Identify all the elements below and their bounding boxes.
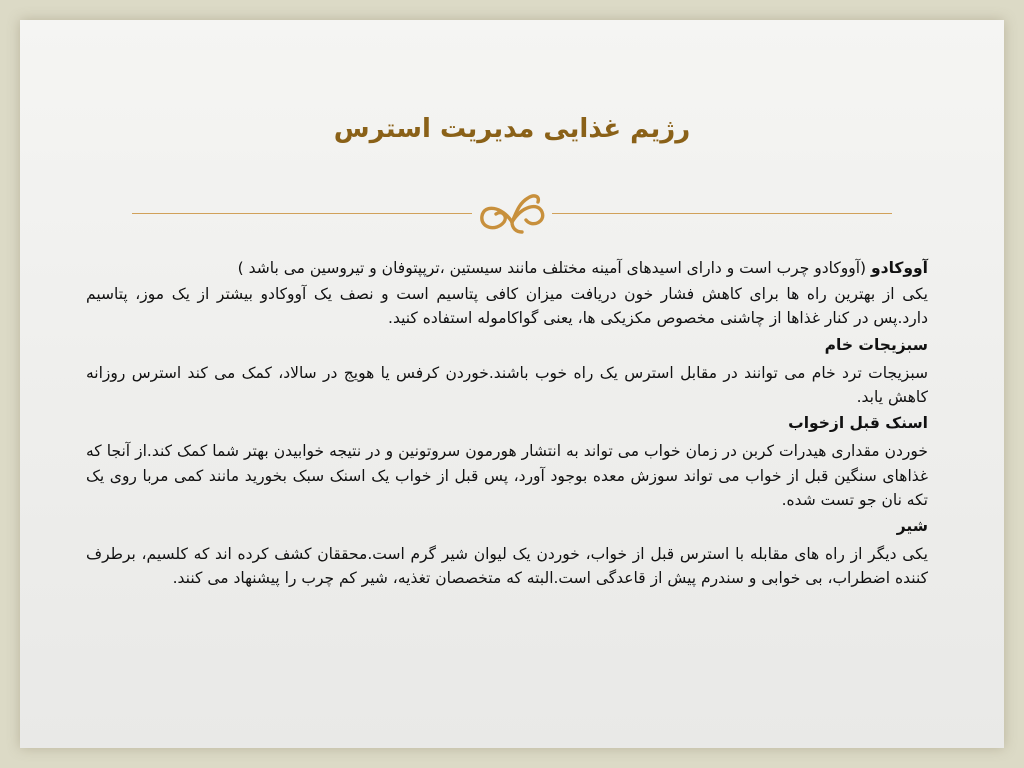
slide-body xyxy=(86,256,928,593)
avocado-paragraph: یکی از بهترین راه ها برای کاهش فشار خون دریافت میزان کافی پتاسیم است و نصف یک آووکادو بیشتر از یک موز، پتاسیم دارد.پس در کنار غذاها از چاشنی مخصوص مکزیکی ها، یعنی گواکاموله استفاده کنید. xyxy=(86,285,928,328)
avocado-description: (آووکادو چرب است و دارای اسیدهای آمینه مختلف مانند سیستین ،ترپپتوفان و تیروسین می باشد ) xyxy=(237,259,871,277)
slide-title: رژیم غذایی مدیریت استرس xyxy=(333,114,691,144)
bedtime-snack-paragraph: خوردن مقداری هیدرات کربن در زمان خواب می تواند به انتشار هورمون سروتونین و در نتیجه خوابیدن بهتر شما کمک کند.از آنجا که غذاهای سنگین قبل از خواب می تواند سوزش معده بوجود آورد، پس قبل از خواب یک اسنک سبک بخورید مانند کمی مربا روی یک تکه نان جو تست شده. xyxy=(86,442,928,509)
milk-paragraph: یکی دیگر از راه های مقابله با استرس قبل از خواب، خوردن یک لیوان شیر گرم است.محققان کشف کرده اند که کلسیم، برطرف کننده اضطراب، بی خوابی و سندرم پیش از قاعدگی است.البته که متخصصان تغذیه، شیر کم چرب را پیشنهاد می کنند. xyxy=(86,545,928,588)
divider-line-right xyxy=(552,213,892,214)
vegetables-paragraph: سبزیجات ترد خام می توانند در مقابل استرس یک راه خوب باشند.خوردن کرفس یا هویج در سالاد، کمک می کند استرس روزانه کاهش یابد. xyxy=(86,363,928,407)
divider-line-left xyxy=(132,213,472,214)
slide xyxy=(20,20,1004,748)
milk-heading: شیر xyxy=(896,517,928,536)
ornamental-flourish-icon xyxy=(472,186,552,238)
avocado-intro xyxy=(86,256,928,280)
bedtime-snack-heading: اسنک قبل ازخواب xyxy=(788,414,928,433)
vegetables-heading: سبزیجات خام xyxy=(824,335,928,354)
avocado-term: آووکادو xyxy=(870,259,928,277)
